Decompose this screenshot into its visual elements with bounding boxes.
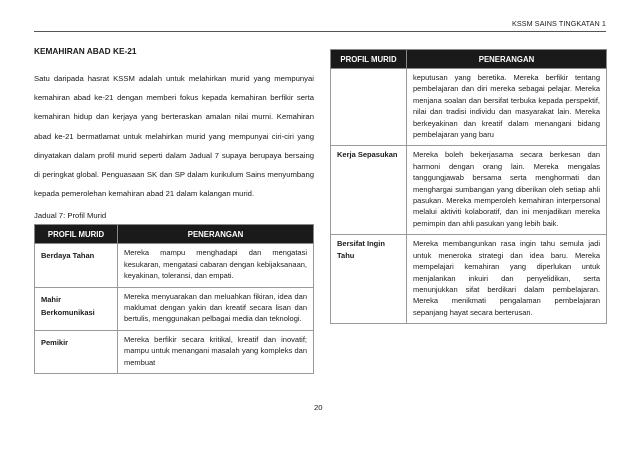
profile-name: Bersifat Ingin Tahu — [331, 235, 407, 324]
table-row — [331, 146, 607, 235]
table-row — [35, 330, 314, 373]
column-header-profile: PROFIL MURID — [35, 225, 118, 244]
profile-name: Mahir Berkomunikasi — [35, 287, 118, 330]
section-heading: KEMAHIRAN ABAD KE-21 — [34, 46, 137, 56]
profile-description: keputusan yang beretika. Mereka berfikir tentang pembelajaran dan diri mereka sebagai pelajar. Mereka menjana soalan dan bersifat terbuka kepada perspektif, nilai dan tradisi individu dan masyarakat lain. Mereka berkeyakinan dan kreatif dalam menangani bidang pembelajaran yang baru — [407, 69, 607, 146]
table-header-row — [331, 50, 607, 69]
table-row — [35, 244, 314, 287]
right-column — [330, 49, 607, 324]
table-caption: Jadual 7: Profil Murid — [34, 211, 107, 221]
header-title: KSSM SAINS TINGKATAN 1 — [511, 19, 606, 28]
profile-name: Berdaya Tahan — [35, 244, 118, 287]
profile-description: Mereka mampu menghadapi dan mengatasi kesukaran, mengatasi cabaran dengan kebijaksanaan, keyakinan, toleransi, dan empati. — [118, 244, 314, 287]
profile-description: Mereka menyuarakan dan meluahkan fikiran, idea dan maklumat dengan yakin dan kreatif secara lisan dan bertulis, menggunakan pelbagai media dan teknologi. — [118, 287, 314, 330]
column-header-profile: PROFIL MURID — [331, 50, 407, 69]
table-row — [331, 235, 607, 324]
page-number: 20 — [314, 403, 323, 412]
column-header-description: PENERANGAN — [118, 225, 314, 244]
profile-name — [331, 69, 407, 146]
profile-description: Mereka membangunkan rasa ingin tahu semula jadi untuk meneroka strategi dan idea baru. Mereka mempelajari kemahiran yang diperlukan untuk menjalankan inkuiri dan penyelidikan, serta menunjukkan sifat berdikari dalam pembelajaran. Mereka menikmati pengalaman pembelajaran sepanjang hayat secara berterusan. — [407, 235, 607, 324]
table-row — [35, 287, 314, 330]
column-header-description: PENERANGAN — [407, 50, 607, 69]
profile-description: Mereka boleh bekerjasama secara berkesan dan harmoni dengan orang lain. Mereka mengalas tanggungjawab bersama serta menghormati dan menghargai sumbangan yang diberikan oleh setiap ahli pasukan. Mereka memperoleh kemahiran interpersonal melalui aktiviti kolaboratif, dan ini menjadikan mereka pemimpin dan ahli pasukan yang lebih baik. — [407, 146, 607, 235]
profile-name: Pemikir — [35, 330, 118, 373]
table-row — [331, 69, 607, 146]
table-header-row — [35, 225, 314, 244]
left-column — [34, 46, 314, 374]
profile-table-right — [330, 49, 607, 324]
profile-name: Kerja Sepasukan — [331, 146, 407, 235]
profile-description: Mereka berfikir secara kritikal, kreatif dan inovatif; mampu untuk menangani masalah yang kompleks dan membuat — [118, 330, 314, 373]
intro-paragraph: Satu daripada hasrat KSSM adalah untuk melahirkan murid yang mempunyai kemahiran abad ke-21 dengan memberi fokus kepada kemahiran berfikir serta kemahiran hidup dan kerjaya yang berteraskan amalan nilai murni. Kemahiran abad ke-21 bermatlamat untuk melahirkan murid yang mempunyai ciri-ciri yang dinyatakan dalam profil murid seperti dalam Jadual 7 supaya berupaya bersaing di peringkat global. Penguasaan SK dan SP dalam kurikulum Sains menyumbang kepada pemerolehan kemahiran abad 21 dalam kalangan murid. — [34, 74, 314, 199]
page-header — [34, 18, 606, 32]
profile-table-left — [34, 224, 314, 374]
